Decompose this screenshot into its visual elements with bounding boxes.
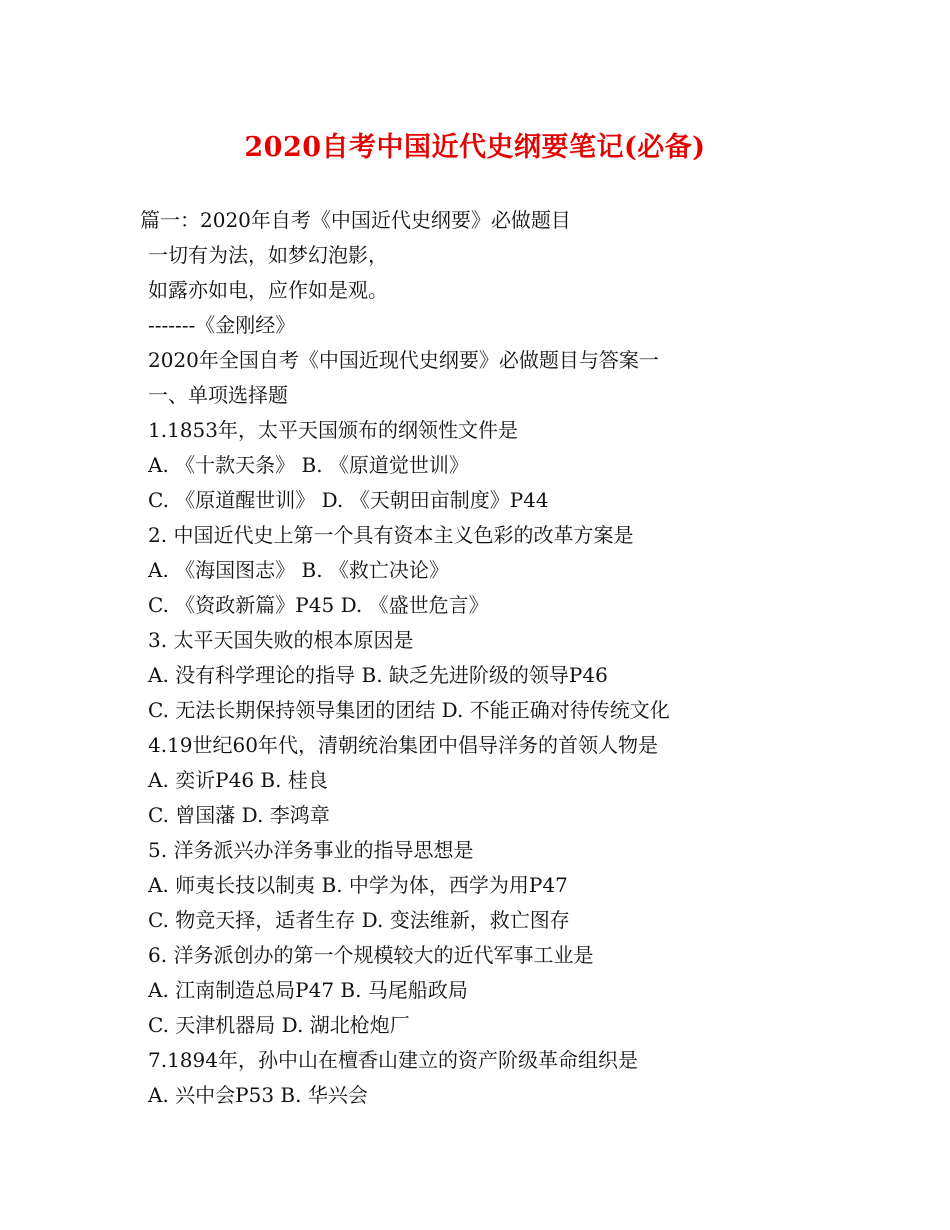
quote-source: -------《金刚经》 bbox=[148, 313, 296, 337]
option-line: A. 江南制造总局P47 B. 马尾船政局 bbox=[148, 978, 468, 1002]
option-line: A. 师夷长技以制夷 B. 中学为体，西学为用P47 bbox=[148, 873, 568, 897]
question-line: 2. 中国近代史上第一个具有资本主义色彩的改革方案是 bbox=[148, 523, 634, 547]
option-line: C. 物竞天择，适者生存 D. 变法维新，救亡图存 bbox=[148, 908, 570, 932]
option-line: A. 兴中会P53 B. 华兴会 bbox=[148, 1083, 368, 1107]
option-line: A. 《十款天条》 B. 《原道觉世训》 bbox=[148, 453, 469, 477]
question-line: 5. 洋务派兴办洋务事业的指导思想是 bbox=[148, 838, 474, 862]
question-line: 3. 太平天国失败的根本原因是 bbox=[148, 628, 414, 652]
question-line: 6. 洋务派创办的第一个规模较大的近代军事工业是 bbox=[148, 943, 594, 967]
document-body bbox=[140, 203, 920, 1113]
option-line: A. 没有科学理论的指导 B. 缺乏先进阶级的领导P46 bbox=[148, 663, 608, 687]
option-line: C. 曾国藩 D. 李鸿章 bbox=[148, 803, 330, 827]
option-line: C. 无法长期保持领导集团的团结 D. 不能正确对待传统文化 bbox=[148, 698, 670, 722]
part-heading: 一、单项选择题 bbox=[148, 383, 288, 407]
exam-heading: 2020年全国自考《中国近现代史纲要》必做题目与答案一 bbox=[148, 348, 659, 372]
question-line: 7.1894年，孙中山在檀香山建立的资产阶级革命组织是 bbox=[148, 1048, 638, 1072]
option-line: A. 《海国图志》 B. 《救亡决论》 bbox=[148, 558, 449, 582]
option-line: C. 《原道醒世训》 D. 《天朝田亩制度》P44 bbox=[148, 488, 549, 512]
question-line: 4.19世纪60年代，清朝统治集团中倡导洋务的首领人物是 bbox=[148, 733, 658, 757]
option-line: C. 《资政新篇》P45 D. 《盛世危言》 bbox=[148, 593, 489, 617]
option-line: A. 奕䜣P46 B. 桂良 bbox=[148, 768, 328, 792]
section-heading: 篇一：2020年自考《中国近代史纲要》必做题目 bbox=[140, 208, 571, 232]
option-line: C. 天津机器局 D. 湖北枪炮厂 bbox=[148, 1013, 410, 1037]
document-title: 2020自考中国近代史纲要笔记(必备) bbox=[244, 132, 706, 163]
quote-line: 一切有为法，如梦幻泡影， bbox=[148, 243, 388, 267]
question-line: 1.1853年，太平天国颁布的纲领性文件是 bbox=[148, 418, 518, 442]
quote-line: 如露亦如电，应作如是观。 bbox=[148, 278, 388, 302]
